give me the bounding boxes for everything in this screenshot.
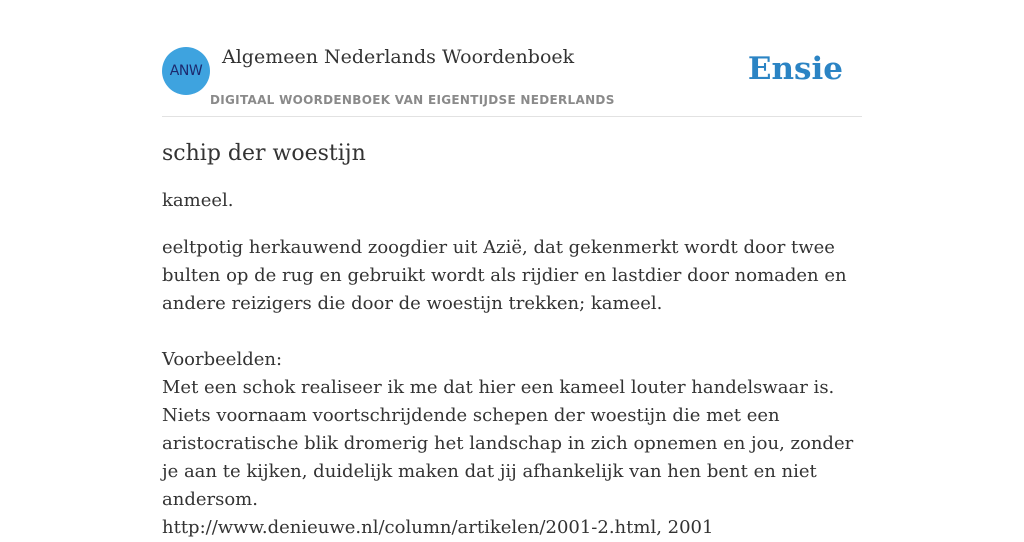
entry-headword: schip der woestijn <box>162 141 366 166</box>
entry-short-definition: kameel. <box>162 190 234 211</box>
anw-logo[interactable]: ANW <box>162 47 210 95</box>
dictionary-entry <box>162 137 862 542</box>
examples-label: Voorbeelden: <box>162 349 283 370</box>
ensie-logo-link[interactable]: Ensie <box>747 51 843 87</box>
entry-long-definition: eeltpotig herkauwend zoogdier uit Azië, dat gekenmerkt wordt door twee bulten op de rug en gebruikt wordt als rijdier en lastdier door nomaden en andere reizigers die door de woestijn trekken; kameel. <box>162 237 847 314</box>
dictionary-subtitle: DIGITAAL WOORDENBOEK VAN EIGENTIJDSE NEDERLANDS <box>210 93 615 107</box>
dictionary-title[interactable]: Algemeen Nederlands Woordenboek <box>222 46 575 68</box>
site-header <box>162 46 862 117</box>
example-source: http://www.denieuwe.nl/column/artikelen/2001-2.html, 2001 <box>162 517 714 538</box>
example-quote: Met een schok realiseer ik me dat hier een kameel louter handelswaar is. Niets voornaam voortschrijdende schepen der woestijn die met een aristocratische blik dromerig het landschap in zich opnemen en jou, zonder je aan te kijken, duidelijk maken dat jij afhankelijk van hen bent en niet andersom. <box>162 377 854 510</box>
